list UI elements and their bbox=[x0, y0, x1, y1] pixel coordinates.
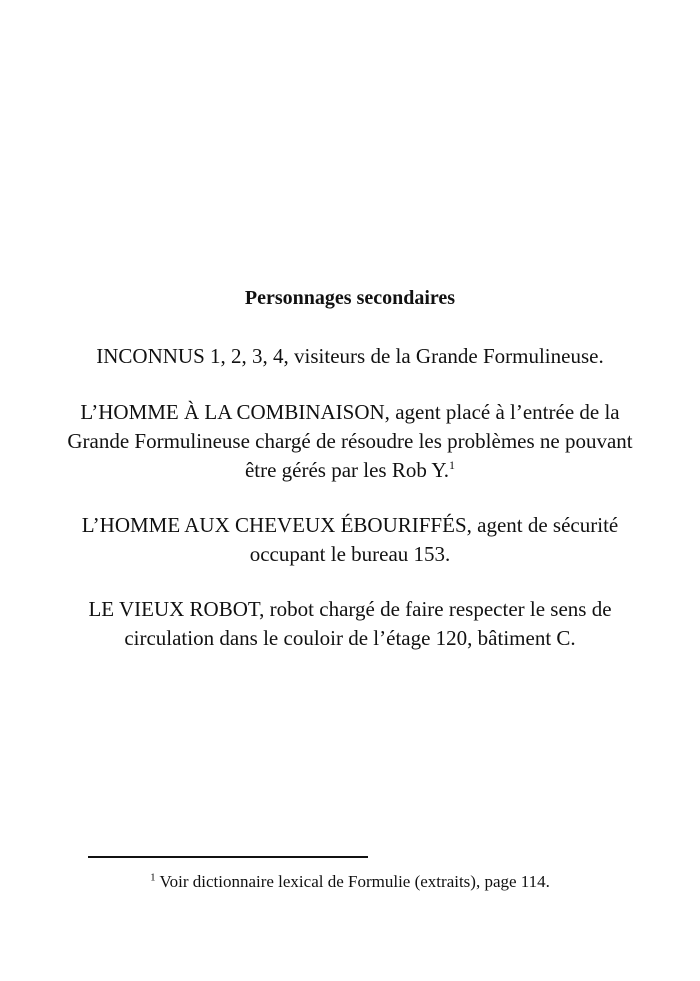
section-heading: Personnages secondaires bbox=[244, 287, 456, 309]
footnote-separator bbox=[88, 856, 368, 858]
footnote bbox=[0, 872, 700, 892]
character-description: visiteurs de la Grande Formulineuse. bbox=[288, 344, 604, 368]
character-entry bbox=[60, 342, 640, 371]
character-description: robot chargé de faire respecter le sens de circulation dans le couloir de l’étage 120, bâtiment C. bbox=[124, 597, 612, 650]
character-description: agent placé à l’entrée de la Grande Formulineuse chargé de résoudre les problèmes ne pouvant être gérés par les Rob Y. bbox=[67, 400, 633, 482]
footnote-reference: 1 bbox=[449, 458, 456, 472]
footnote-marker: 1 bbox=[150, 871, 156, 884]
character-entry bbox=[60, 398, 640, 485]
character-entry bbox=[60, 511, 640, 569]
character-entry bbox=[60, 595, 640, 653]
character-name: L’HOMME AUX CHEVEUX ÉBOURIFFÉS, bbox=[81, 513, 472, 537]
footnote-text: Voir dictionnaire lexical de Formulie (extraits), page 114. bbox=[155, 872, 550, 891]
character-name: LE VIEUX ROBOT, bbox=[88, 597, 265, 621]
character-description: agent de sécurité occupant le bureau 153. bbox=[249, 513, 619, 566]
character-name: L’HOMME À LA COMBINAISON, bbox=[80, 400, 390, 424]
character-name: INCONNUS 1, 2, 3, 4, bbox=[96, 344, 289, 368]
